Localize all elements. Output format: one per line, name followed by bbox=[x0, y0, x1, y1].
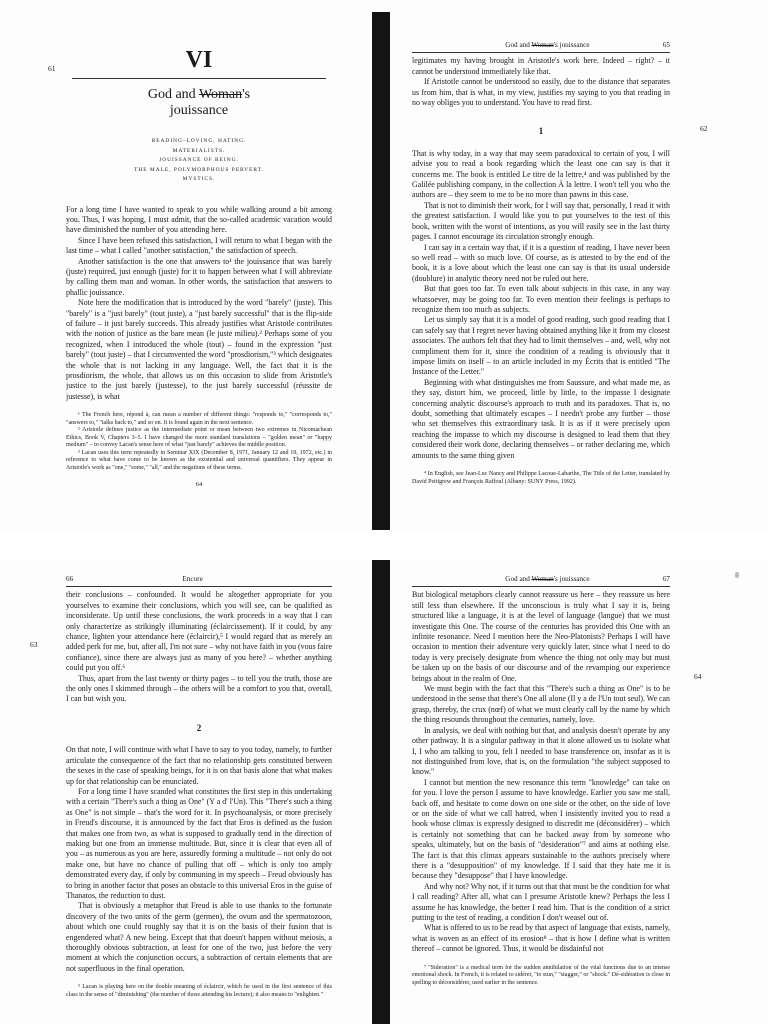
subject-line: READING–LOVING, HATING. bbox=[151, 138, 247, 144]
page-64 bbox=[66, 40, 332, 520]
section-number: 2 bbox=[196, 722, 202, 733]
chapter-title-line2: jouissance bbox=[169, 103, 229, 118]
chapter-title-pre: God and bbox=[147, 87, 199, 102]
body-paragraph: legitimates my having brought in Aristotle's work here. Indeed – right? – it cannot be understood immediately like that. bbox=[412, 56, 670, 76]
margin-page-number: 64 bbox=[694, 672, 702, 681]
body-paragraph: Let us simply say that it is a model of good reading, such good reading that I can safely say that I regret never having obtained anything like it from my closest associates. The authors felt that they had to limit themselves – and, well, why not compliment them for it, since the condition of a reading is obviously that it impose limits on itself – to an article included in my Écrits that is entitled "The Instance of the Letter." bbox=[412, 315, 670, 377]
body-paragraph: Another satisfaction is the one that answers to¹ the jouissance that was barely (juste) required, just enough (juste) for it to happen between what I will abbreviate by calling them man and woman. In other words, the satisfaction that answers to phallic jouissance. bbox=[66, 256, 332, 297]
subject-line: THE MALE, POLYMORPHOUS PERVERT. bbox=[134, 166, 264, 173]
body-paragraph: Note here the modification that is introduced by the word "barely" (juste). This "barely" is a "just barely" (tout juste), a "just barely successful" that is the flip-side of failure – it just barely succeeds. This already justifies what Aristotle contributes with the notion of justice as the bare mean (le juste milieu).² Perhaps some of you recognized, when I introduced the whole (tout) – found in the expression "just barely" (tout juste) – that I circumvented the word "prosdiorism,"³ which designates the whole that is not lacking in any language. Well, the fact that it is the prosdiorism, the whole, that allows us on this occasion to slide from Aristotle's justice to the just barely (justesse), to the just barely successful (réussite de justesse), is what bbox=[66, 298, 332, 401]
body-paragraph: Thus, apart from the last twenty or thirty pages – to tell you the truth, those are the only ones I skimmed through – the others will be a comfort to you that, overall, I can but wish you. bbox=[66, 673, 332, 704]
body-paragraph: That is why today, in a way that may seem paradoxical to certain of you, I will advise you to read a book regarding which the least one can say is that it concerns me. The book is entitled Le titre de la lettre,⁴ and was published by the Galilée publishing company, in the collection À la lettre. I won't tell you who the authors are – they seem to me to be no more than pawns in this case. bbox=[412, 148, 670, 200]
body-paragraph: Since I have been refused this satisfaction, I will return to what I began with the last time – what I called "another satisfaction," the satisfaction of speech. bbox=[66, 235, 332, 256]
running-header-title: God and Woman's jouissance bbox=[505, 575, 590, 583]
footnote: ⁴ In English, see Jean-Luc Nancy and Philippe Lacoue-Labarthe, The Title of the Letter, translated by David Pettigrew and François Raffoul (Albany: SUNY Press, 1992). bbox=[412, 471, 670, 485]
subject-line: JOUISSANCE OF BEING. bbox=[159, 157, 239, 163]
footnotes bbox=[412, 471, 670, 486]
scan-smudge bbox=[735, 572, 739, 578]
running-header-page: 66 bbox=[66, 575, 74, 583]
body-paragraph: That is not to diminish their work, for I will say that, personally, I read it with the greatest satisfaction. I would like you to put yourselves to the test of this book, written with the worst of intentions, as you will easily see in the last thirty pages. I cannot encourage its circulation strongly enough. bbox=[412, 200, 670, 242]
page-65 bbox=[412, 40, 670, 520]
footnotes bbox=[66, 984, 332, 999]
running-header-page: 67 bbox=[662, 575, 670, 583]
body-paragraph: I can say in a certain way that, if it is a question of reading, I have never been so well read – with so much love. Of course, as is attested to by the end of the book, it is a love about which the least one can say is that its usual underside (doublure) in analytic theory need not be ruled out here. bbox=[412, 242, 670, 283]
section-number: 1 bbox=[538, 126, 544, 137]
chapter-title-post: 's bbox=[242, 87, 251, 102]
body-paragraph: And why not? Why not, if it turns out that that must be the condition for what I call reading? After all, what can I presume Aristotle knew? Perhaps the less I assume he has knowledge, the better I read him. That is the condition of a strict putting to the test of reading, a condition I don't weasel out of. bbox=[412, 881, 670, 922]
body-paragraph: We must begin with the fact that this "There's such a thing as One" is to be understood in the sense that there's One all alone (Il y a de l'Un tout seul). We can grasp, thereby, the crux (nœf) of what we must clearly call by the name by which the thing resounds throughout the centuries, namely, love. bbox=[412, 684, 670, 725]
body-paragraph: What is offered to us to be read by that aspect of language that exists, namely, what is woven as an effect of its erosion⁸ – that is how I define what is written thereof – cannot be ignored. Thus, it would be disdainful not bbox=[412, 923, 670, 954]
body-paragraph: But that goes too far. To even talk about subjects in this case, in any way whatsoever, may be going too far. To even mention their feelings is perhaps to recognize them too much as subjects. bbox=[412, 284, 670, 314]
body-paragraph: For a long time I have scanded what constitutes the first step in this undertaking with a certain "There's such a thing as One" (Y a d' l'Un). This "There's such a thing as One" is not simple – that's the word for it. In psychoanalysis, or more precisely in Freud's discourse, it is announced by the fact that Eros is defined as the fusion that makes one from two, as what is supposed to gradually tend in the direction of making but one from an immense multitude. But, since it is clear that even all of you – as numerous as you are here, assuredly forming a multitude – not only do not make one, but have no chance of pulling that off – which is only too amply demonstrated every day, if only by communing in my speech – Freud obviously has to bring in another factor that poses an obstacle to this universal Eros in the guise of Thanatos, the reduction to dust. bbox=[66, 786, 332, 900]
running-header bbox=[412, 40, 670, 53]
footnote: ¹ The French here, répond à, can mean a number of different things: "responds to," "corresponds to," "answers to," "talks back to," and so on. It is found again in the next sentence. bbox=[66, 412, 332, 426]
footnote: ² Aristotle defines justice as the intermediate point or mean between two extremes in Nicomachean Ethics, Book V, Chapters 3–5. I have changed the more standard translations – "golden mean" or "happy medium" – to convey Lacan's sense here of what "just barely" achieves the middle position. bbox=[66, 427, 332, 449]
body-paragraph: If Aristotle cannot be understood so easily, due to the distance that separates us from him, that is what, in my view, justifies my saying to you that reading in no way obliges you to understand. You have to read first. bbox=[412, 77, 670, 108]
margin-page-number: 62 bbox=[700, 124, 708, 133]
running-header bbox=[412, 574, 670, 587]
running-header-title: Encore bbox=[182, 575, 203, 583]
subject-line: MATERIALISTS. bbox=[172, 147, 226, 154]
running-header-title: God and Woman's jouissance bbox=[505, 41, 590, 49]
subject-line: MYSTICS. bbox=[182, 176, 216, 182]
body-paragraph: I cannot but mention the new resonance this term "knowledge" can take on for you. I love the person I assume to have knowledge. Earlier you saw me stall, back off, and hesitate to come down on one side or the other, on the side of love or on the side of what we call hatred, when I insistently invited you to read a book whose climax is expressly designed to discredit me (déconsidérer) – which is certainly not something that can be backed away from by someone who speaks, ultimately, but on the basis of "desideration"⁷ and aims at nothing else. The fact is that this climax appears sustainable to the authors precisely where there is a "desupposition" of my knowledge. If I said that they hate me it is because they "desuppose" that I have knowledge. bbox=[412, 777, 670, 881]
body-paragraph: That is obviously a metaphor that Freud is able to use thanks to the fortunate discovery of the two units of the germ (germen), the ovum and the spermatozoon, about which one could roughly say that it is on the basis of their fusion that is engendered what? A new being. Except that that doesn't happen without meiosis, a thoroughly obvious subtraction, at least for one of the two, just before the very moment at which the conjunction occurs, a subtraction of certain elements that are not superfluous in the final operation. bbox=[66, 901, 332, 973]
body-paragraph: In analysis, we deal with nothing but that, and analysis doesn't operate by any other pathway. It is a singular pathway in that it alone allowed us to isolate what I, I who am talking to you, felt I needed to base transference on, insofar as it is not distinguished from love, that is, on the formulation "the subject supposed to know." bbox=[412, 725, 670, 777]
footnote: ⁵ Lacan is playing here on the double meaning of éclaircir, which he used in the first sentence of this class in the sense of "diminishing" (the number of those attending his lecture); it also means to "enlighten." bbox=[66, 984, 332, 998]
body-paragraph: But biological metaphors clearly cannot reassure us here – they reassure us here still less than elsewhere. If the unconscious is truly what I say it is, being structured like a language, it is at the level of language (langue) that we must investigate this One. The course of the centuries has provided this One with an infinite resonance. Need I mention here the Neo-Platonists? Perhaps I will have occasion to mention their adventure very quickly later, since what I need to do today is very precisely designate from whence the thing not only may but must be taken up on the basis of our discourse and of the revamping our experience brings about in the realm of One. bbox=[412, 590, 670, 683]
chapter-title bbox=[66, 87, 332, 119]
body-paragraph: For a long time I have wanted to speak to you while walking around a bit among you. Thus, I was hoping, I must admit, that the so-called academic vacation would have diminished the number of you attending here. bbox=[66, 204, 332, 235]
chapter-subjects bbox=[66, 137, 332, 185]
page-67 bbox=[412, 574, 670, 1024]
body-paragraph: On that note, I will continue with what I have to say to you today, namely, to further articulate the consequence of the fact that no relationship gets constituted between the sexes in the case of speaking beings, for it is on that basis alone that what makes up for that relationship can be enunciated. bbox=[66, 745, 332, 786]
body-paragraph: their conclusions – confounded. It would be altogether appropriate for you yourselves to examine their conclusions, which you will see, can be qualified as inconsiderate. Up until these conclusions, the work proceeds in a way that I can only characterize as strikingly illuminating (éclaircissement). If it could, by any chance, lighten your attendance here (éclaircir),⁵ I would regard that as merely an added perk for me, but, after all, I'm not sure – why not have faith in you (vous faire confiance), since there are always just as many of you here? – whether anything could put you off.⁶ bbox=[66, 590, 332, 673]
page-folio: 64 bbox=[195, 481, 203, 489]
body-paragraph: Beginning with what distinguishes me from Saussure, and what made me, as they say, distort him, we proceed, little by little, to the impasse I designate concerning analytic discourse's approach to truth and its paradoxes. That is, no doubt, something that ultimately escapes – I needn't probe any further – those who set themselves this extraordinary task. It is as if it were precisely upon reaching the impasse to which my discourse is designed to lead them that they considered their work done, declaring themselves – or rather declaring me, which amounts to the same thing given bbox=[412, 377, 670, 460]
chapter-rule bbox=[72, 78, 326, 79]
book-gutter-bottom bbox=[372, 558, 390, 1024]
running-header bbox=[66, 574, 332, 587]
chapter-number: VI bbox=[185, 47, 213, 73]
running-header-page: 65 bbox=[662, 41, 670, 49]
margin-page-number: 63 bbox=[30, 640, 38, 649]
footnote: ³ Lacan uses this term repeatedly in Seminar XIX (December 8, 1971, January 12 and 19, 1972, etc.) in reference to what have come to be known as the existential and universal quantifiers. They appear in Aristotle's work as "one," "some," "all," and the negations of these terms. bbox=[66, 449, 332, 471]
page-66 bbox=[66, 574, 332, 1024]
book-gutter-top bbox=[372, 12, 390, 532]
footnote: ⁷ "Sideration" is a medical term for the sudden annihilation of the vital functions due to an intense emotional shock. In French, it is related to sidérer, "to stun," "stagger," or "shock." Dé-sidération is close in spelling to déconsidérer, used earlier in the sentence. bbox=[412, 964, 670, 986]
footnotes bbox=[66, 412, 332, 472]
chapter-title-struck-word: Woman bbox=[198, 87, 243, 102]
footnotes bbox=[412, 965, 670, 988]
scan-separator bbox=[0, 530, 768, 560]
margin-page-number: 61 bbox=[48, 64, 56, 73]
